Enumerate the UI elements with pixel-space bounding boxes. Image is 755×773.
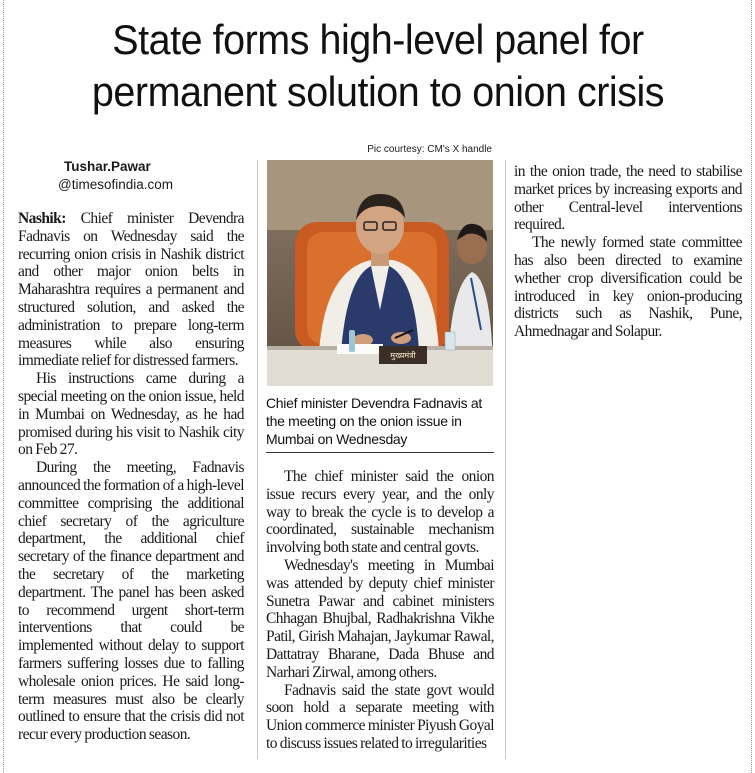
- paragraph-5: Wednesday's meeting in Mumbai was attended by deputy chief minister Sunetra Pawar and cabinet ministers Chhagan Bhujbal, Radhakrishna Vikhe Patil, Girish Mahajan, Jaykumar Rawal, Dattatray Bharane, Dada Bhuse and Narhari Zirwal, among others.: [266, 556, 494, 681]
- left-border: [3, 0, 4, 773]
- photo-illustration: [267, 160, 493, 386]
- paragraph-2: His instructions came during a special meeting on the onion issue, held in Mumbai on Wednesday, as he had promised during his visit to Nashik city on Feb 27.: [18, 370, 244, 459]
- headline-line-2: permanent solution to onion crisis: [91, 68, 665, 115]
- paragraph-4: The chief minister said the onion issue recurs every year, and the only way to break the cycle is to develop a coordinated, sustainable mechanism involving both state and central govts.: [266, 468, 494, 557]
- headline: [30, 14, 726, 118]
- article-column-2: [266, 468, 494, 753]
- headline-line-1: State forms high-level panel for: [112, 16, 644, 63]
- paragraph-1-text: Chief minister Devendra Fadnavis on Wednesday said the recurring onion crisis in Nashik district and other major onion belts in Maharashtra requires a permanent and structured solution, and asked the administration to prepare long-term measures while also ensuring immediate relief for distressed farmers.: [18, 210, 244, 370]
- paragraph-7: The newly formed state committee has also been directed to examine whether crop diversification could be introduced in key onion-producing districts such as Nashik, Pune, Ahmednagar and Solapur.: [514, 234, 742, 341]
- author-name: Tushar.Pawar: [64, 159, 151, 174]
- dateline: Nashik:: [18, 210, 66, 227]
- paragraph-3: During the meeting, Fadnavis announced the formation of a high-level committee comprising the additional chief secretary of the agriculture department, the additional chief secretary of the finance department and the secretary of the marketing department. The panel has been asked to recommend urgent short-term interventions that could be implemented without delay to support farmers suffering losses due to falling wholesale onion prices. He said long-term measures must also be clearly outlined to ensure that the crisis did not recur every production season.: [18, 459, 244, 744]
- caption-rule: [266, 452, 494, 453]
- article-column-3: [514, 163, 742, 341]
- paragraph-6: Fadnavis said the state govt would soon hold a separate meeting with Union commerce minister Piyush Goyal to discuss issues related to irregularities: [266, 681, 494, 752]
- pic-credit: Pic courtesy: CM's X handle: [367, 144, 492, 155]
- article-photo: [267, 160, 493, 386]
- column-separator: [257, 160, 258, 759]
- column-separator: [505, 160, 506, 759]
- paragraph-1: [18, 210, 244, 370]
- photo-caption: Chief minister Devendra Fadnavis at the meeting on the onion issue in Mumbai on Wednesday: [266, 395, 482, 447]
- paragraph-6-continued: in the onion trade, the need to stabilise market prices by increasing exports and other Central-level interventions required.: [514, 163, 742, 234]
- author-source: @timesofindia.com: [58, 177, 173, 192]
- byline: [58, 158, 173, 194]
- article-column-1: [18, 210, 244, 744]
- right-border: [751, 0, 752, 773]
- photo-nameplate-text: मुख्यमंत्री: [390, 351, 416, 360]
